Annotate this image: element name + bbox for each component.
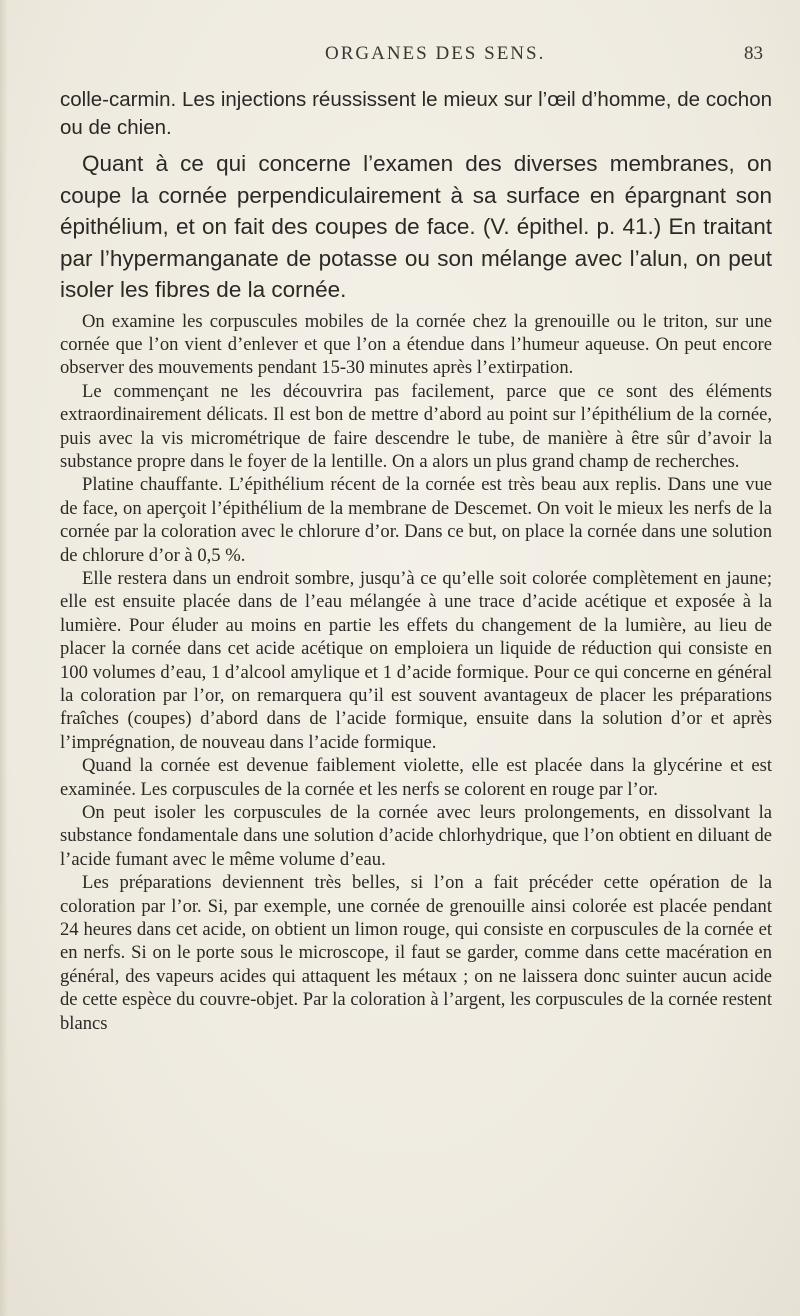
running-title: ORGANES DES SENS.: [325, 43, 546, 64]
paragraph-preparations: Les préparations deviennent très belles, si l’on a fait précéder cette opération de la coloration par l’or. Si, par exemple, une cornée de grenouille ainsi colorée est placée pendant 24 heures dans cet acide, on obtient un limon rouge, qui consiste en corpuscules de la cornée et en nerfs. Si on le porte sous le microscope, il faut se garder, comme dans cette macération en général, des vapeurs acides qui attaquent les métaux ; on ne laissera donc suinter aucun acide de cette espèce du couvre-objet. Par la coloration à l’argent, les corpuscules de la cornée restent blancs: [60, 872, 772, 1034]
paragraph-commencant: Le commençant ne les découvrira pas facilement, parce que ce sont des éléments extraordinairement délicats. Il est bon de mettre d’abord au point sur l’épithélium de la cornée, puis avec la vis micrométrique de faire descendre le tube, de manière à être sûr d’avoir la substance propre dans le foyer de la lentille. On a alors un plus grand champ de recherches.: [60, 380, 772, 472]
page-gutter-shadow: [0, 0, 8, 1316]
paragraph-coloration-or: Elle restera dans un endroit sombre, jusqu’à ce qu’elle soit colorée complètement en jaune; elle est ensuite placée dans de l’eau mélangée à une trace d’acide acétique et exposée à la lumière. Pour éluder au moins en partie les effets du changement de la lumière, au lieu de placer la cornée dans cet acide acétique on emploiera un liquide de réduction qui consiste en 100 volumes d’eau, 1 d’alcool amylique et 1 d’acide formique. Pour ce qui concerne en général la coloration par l’or, on remarquera qu’il est souvent avantageux de placer les préparations fraîches (coupes) d’abord dans de l’acide formique, ensuite dans la solution d’or et après l’imprégnation, de nouveau dans l’acide formique.: [60, 567, 772, 753]
paragraph-membranes: Quant à ce qui concerne l’examen des diverses membranes, on coupe la cornée perpendiculairement à sa surface en épargnant son épithélium, et on fait des coupes de face. (V. épithel. p. 41.) En traitant par l’hypermanganate de potasse ou son mélange avec l’alun, on peut isoler les fibres de la cornée.: [60, 151, 772, 302]
page-number: 83: [744, 43, 763, 64]
body-text: [60, 86, 772, 1035]
paragraph-platine-chauffante: Platine chauffante. L’épithélium récent de la cornée est très beau aux replis. Dans une vue de face, on aperçoit l’épithélium de la membrane de Descemet. On voit le mieux les nerfs de la cornée par la coloration avec le chlorure d’or. Dans ce but, on place la cornée dans une solution de chlorure d’or à 0,5 %.: [60, 474, 772, 566]
paragraph-glycerine: Quand la cornée est devenue faiblement violette, elle est placée dans la glycérine et est examinée. Les corpuscules de la cornée et les nerfs se colorent en rouge par l’or.: [60, 755, 772, 800]
paragraph-continuation: colle-carmin. Les injections réussissent le mieux sur l’œil d’homme, de cochon ou de chien.: [60, 88, 772, 139]
page-header: [0, 43, 800, 73]
paragraph-corpuscules-mobiles: On examine les corpuscules mobiles de la cornée chez la grenouille ou le triton, sur une cornée que l’on vient d’enlever et que l’on a étendue dans l’humeur aqueuse. On peut encore observer des mouvements pendant 15-30 minutes après l’extirpation.: [60, 310, 772, 379]
paragraph-acide-chlorhydrique: On peut isoler les corpuscules de la cornée avec leurs prolongements, en dissolvant la substance fondamentale dans une solution d’acide chlorhydrique, que l’on obtient en diluant de l’acide fumant avec le même volume d’eau.: [60, 802, 772, 870]
